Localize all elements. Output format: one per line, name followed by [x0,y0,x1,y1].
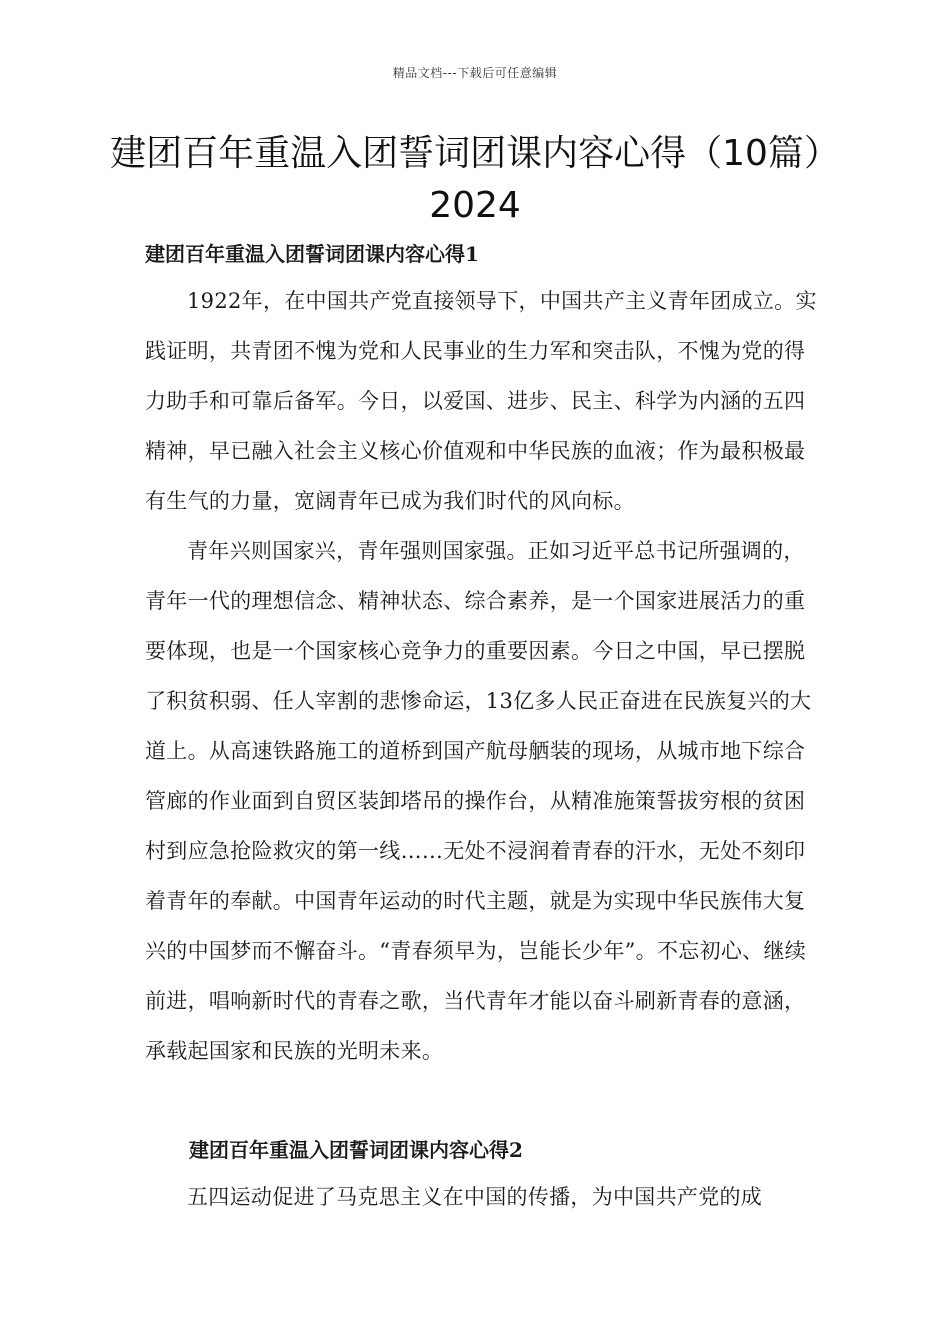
document-title: 建团百年重温入团誓词团课内容心得（10篇）2024 [110,133,840,226]
section-heading-1: 建团百年重温入团誓词团课内容心得1 [145,242,479,266]
paragraph-2: 青年兴则国家兴，青年强则国家强。正如习近平总书记所强调的，青年一代的理想信念、精神状态、综合素养，是一个国家进展活力的重要体现，也是一个国家核心竞争力的重要因素。今日之中国，早已摆脱了积贫积弱、任人宰割的悲惨命运，13亿多人民正奋进在民族复兴的大道上。从高速铁路施工的道桥到国产航母舾装的现场，从城市地下综合管廊的作业面到自贸区装卸塔吊的操作台，从精准施策誓拔穷根的贫困村到应急抢险救灾的第一线……无处不浸润着青春的汗水，无处不刻印着青年的奉献。中国青年运动的时代主题，就是为实现中华民族伟大复兴的中国梦而不懈奋斗。“青春须早为，岂能长少年”。不忘初心、继续前进，唱响新时代的青春之歌，当代青年才能以奋斗刷新青春的意涵，承载起国家和民族的光明未来。 [145,539,812,1063]
section-heading-2: 建团百年重温入团誓词团课内容心得2 [189,1138,523,1162]
paragraph-1: 1922年，在中国共产党直接领导下，中国共产主义青年团成立。实践证明，共青团不愧为党和人民事业的生力军和突击队，不愧为党的得力助手和可靠后备军。今日，以爱国、进步、民主、科学为内涵的五四精神，早已融入社会主义核心价值观和中华民族的血液；作为最积极最有生气的力量，宽阔青年已成为我们时代的风向标。 [145,289,817,513]
paragraph-3: 五四运动促进了马克思主义在中国的传播，为中国共产党的成 [187,1185,763,1209]
header-note: 精品文档---下载后可任意编辑 [392,66,558,80]
